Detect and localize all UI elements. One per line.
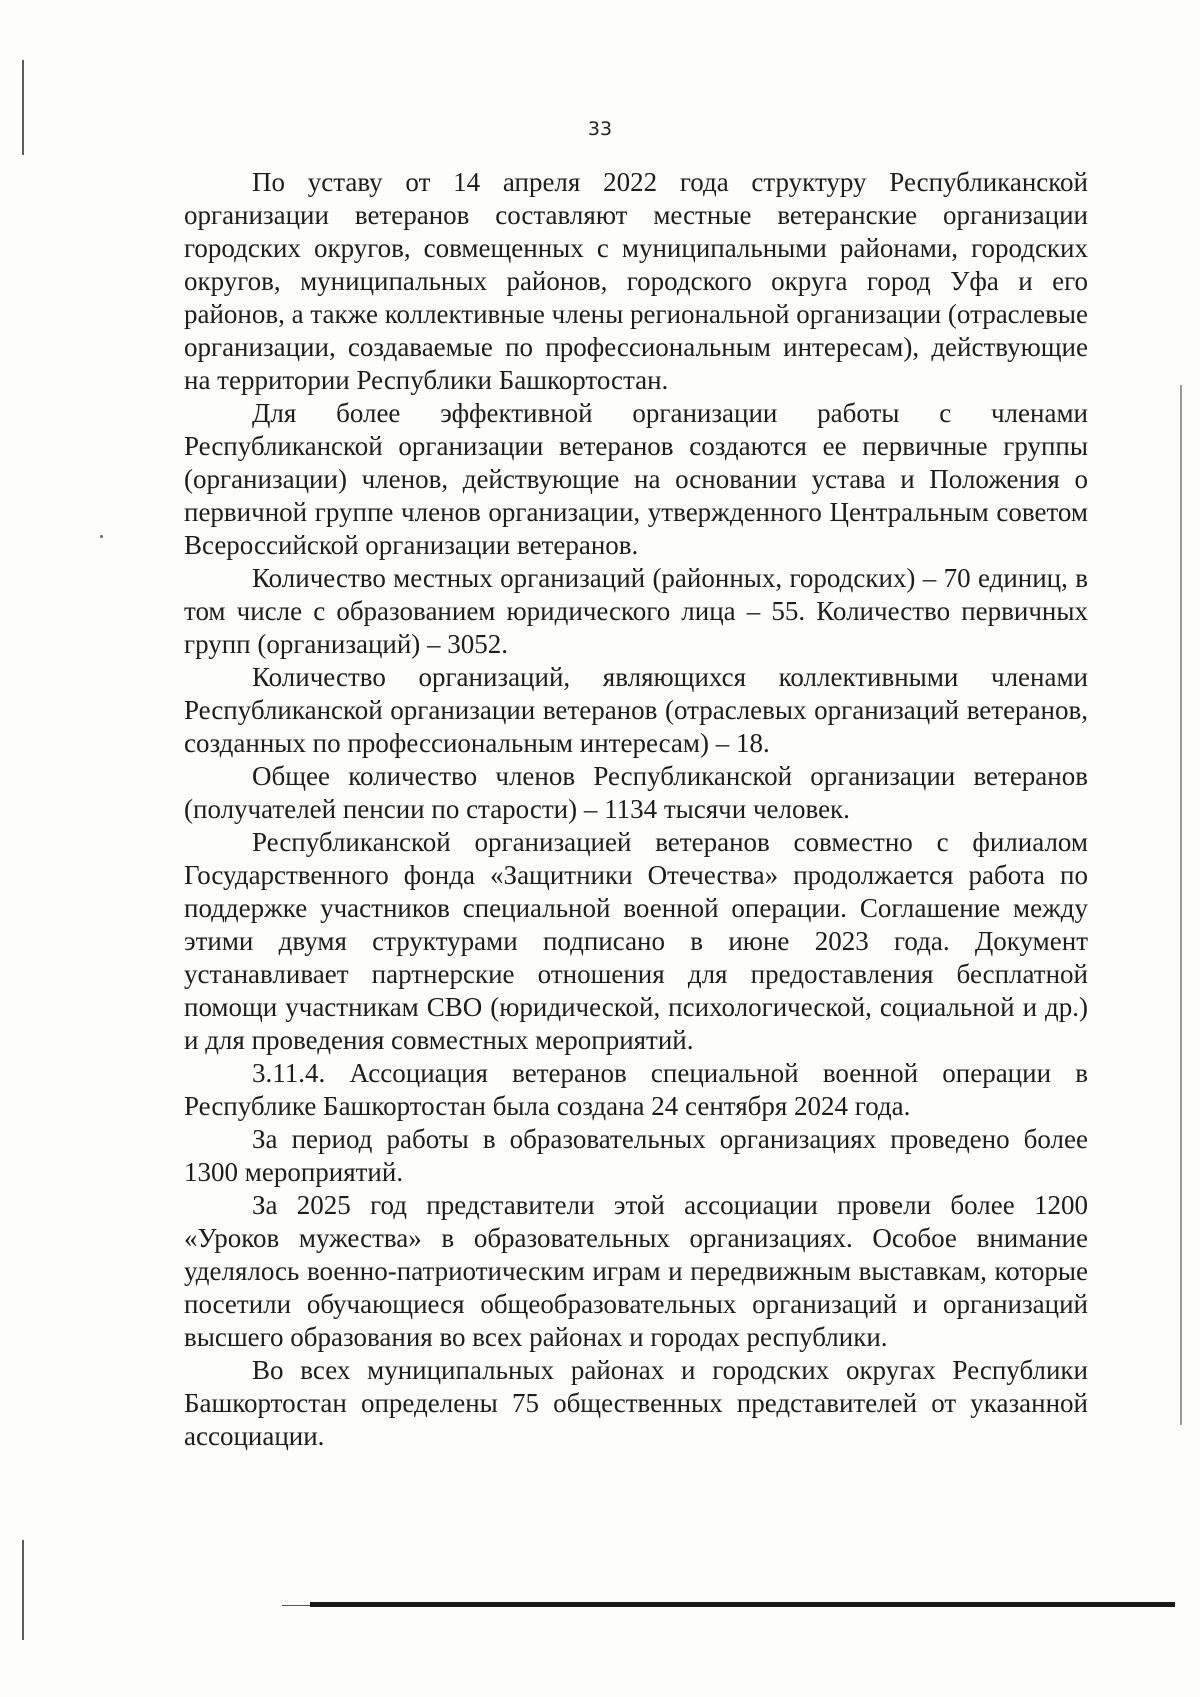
- document-body: [184, 166, 1088, 1453]
- scan-edge-mark-bottom: [22, 1540, 24, 1640]
- paragraph-svo-veterans-association: 3.11.4. Ассоциация ветеранов специальной военной операции в Республике Башкортостан была создана 24 сентября 2024 года.: [184, 1058, 1088, 1121]
- footer-rule-tail: [282, 1605, 312, 1606]
- paragraph-total-members: Общее количество членов Республиканской организации ветеранов (получателей пенсии по старости) – 1134 тысячи человек.: [184, 761, 1088, 824]
- paragraph-primary-groups: Для более эффективной организации работы с членами Республиканской организации ветеранов создаются ее первичные группы (организации) членов, действующие на основании устава и Положения о первичной группе членов организации, утвержденного Центральным советом Всероссийской организации ветеранов.: [184, 398, 1088, 560]
- scan-edge-mark-top: [22, 60, 24, 155]
- paragraph-public-representatives: Во всех муниципальных районах и городских округах Республики Башкортостан определены 75 общественных представителей от указанной ассоциации.: [184, 1355, 1088, 1451]
- footer-rule: [310, 1602, 1175, 1607]
- paragraph-collective-members-count: Количество организаций, являющихся коллективными членами Республиканской организации ветеранов (отраслевых организаций ветеранов, созданных по профессиональным интересам) – 18.: [184, 662, 1088, 758]
- paragraph-charter-structure: По уставу от 14 апреля 2022 года структуру Республиканской организации ветеранов составляют местные ветеранские организации городских округов, совмещенных с муниципальными районами, городских округов, муниципальных районов, городского округа город Уфа и его районов, а также коллективные члены региональной организации (отраслевые организации, создаваемые по профессиональным интересам), действующие на территории Республики Башкортостан.: [184, 167, 1088, 395]
- paragraph-defenders-fund-cooperation: Республиканской организацией ветеранов совместно с филиалом Государственного фонда «Защитники Отечества» продолжается работа по поддержке участников специальной военной операции. Соглашение между этими двумя структурами подписано в июне 2023 года. Документ устанавливает партнерские отношения для предоставления бесплатной помощи участникам СВО (юридической, психологической, социальной и др.) и для проведения совместных мероприятий.: [184, 827, 1088, 1055]
- paragraph-education-events: За период работы в образовательных организациях проведено более 1300 мероприятий.: [184, 1124, 1088, 1187]
- paragraph-courage-lessons: За 2025 год представители этой ассоциации провели более 1200 «Уроков мужества» в образовательных организациях. Особое внимание уделялось военно-патриотическим играм и передвижным выставкам, которые посетили обучающиеся общеобразовательных организаций и организаций высшего образования во всех районах и городах республики.: [184, 1190, 1088, 1352]
- page-number: 33: [587, 118, 613, 140]
- scan-speck: [100, 535, 103, 538]
- scan-edge-mark-right: [1180, 385, 1182, 1425]
- paragraph-local-organizations-count: Количество местных организаций (районных, городских) – 70 единиц, в том числе с образованием юридического лица – 55. Количество первичных групп (организаций) – 3052.: [184, 563, 1088, 659]
